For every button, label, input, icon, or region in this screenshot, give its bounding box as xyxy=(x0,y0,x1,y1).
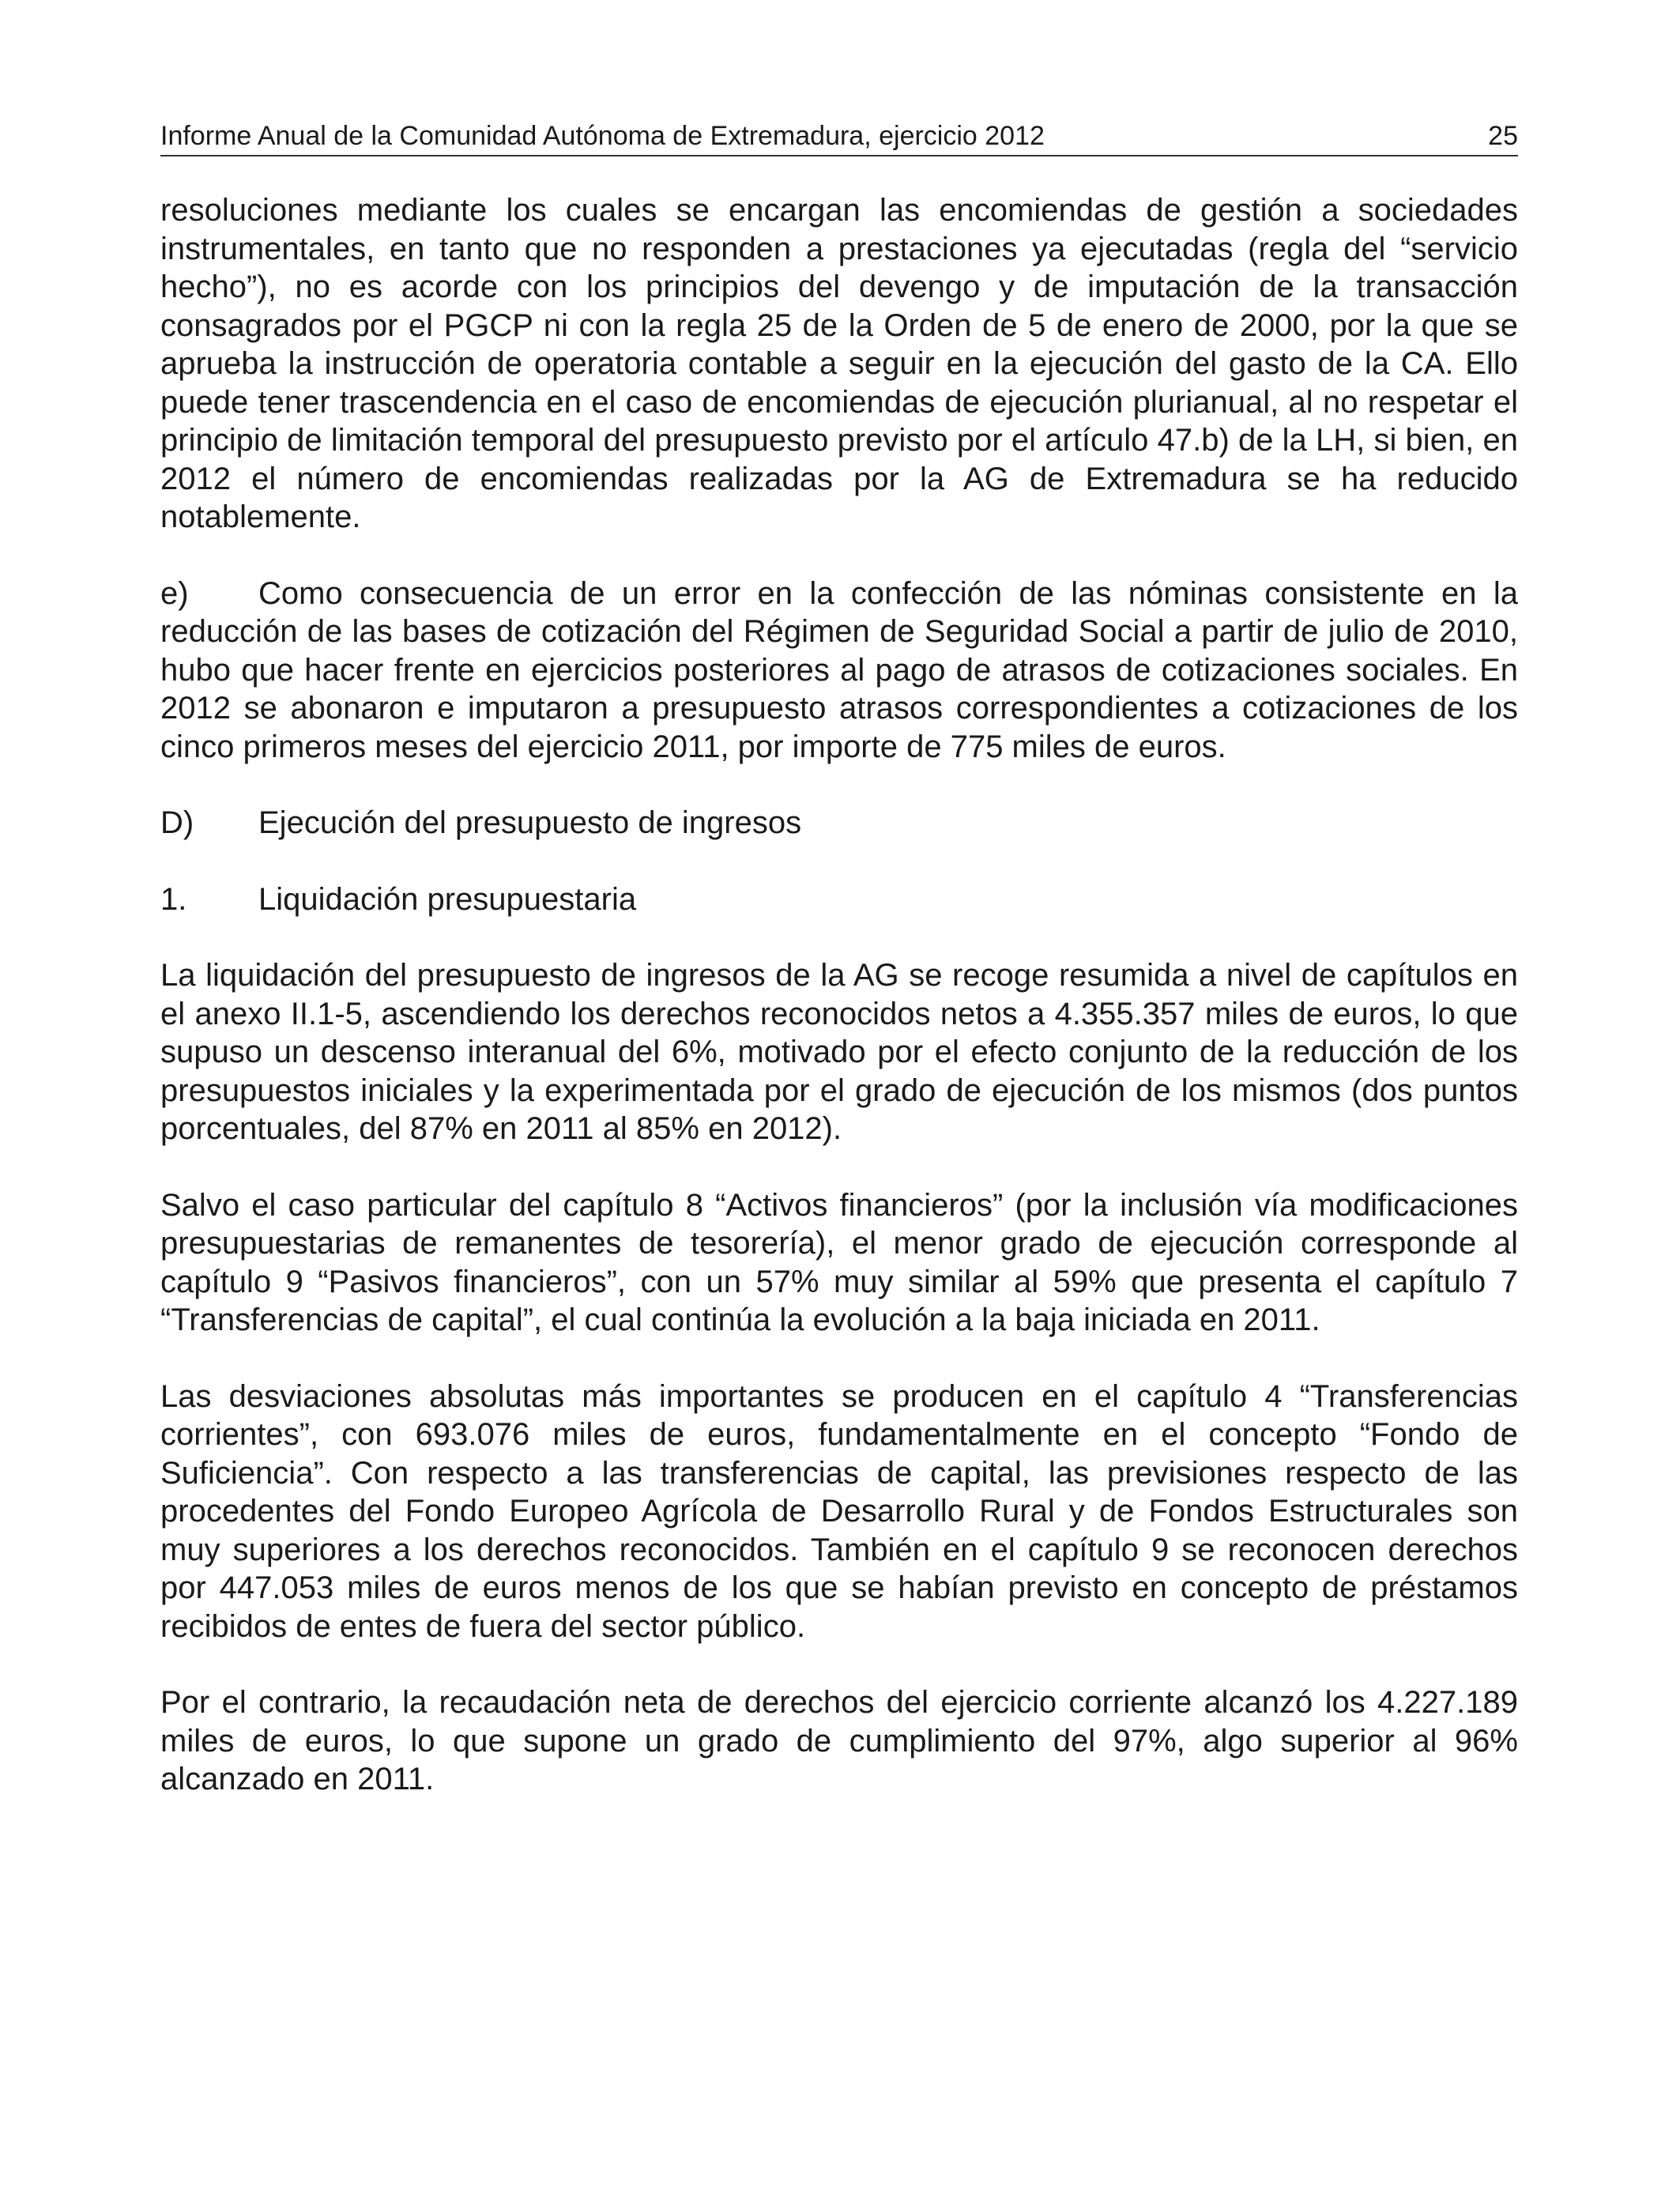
page-number: 25 xyxy=(1488,121,1518,151)
page-header xyxy=(160,119,1518,156)
section-heading-d xyxy=(160,804,1518,843)
paragraph-e-marker: e) xyxy=(160,575,189,611)
document-body xyxy=(160,191,1518,1799)
header-title: Informe Anual de la Comunidad Autónoma de Extremadura, ejercicio 2012 xyxy=(160,121,1045,151)
paragraph-e xyxy=(160,575,1518,767)
paragraph-desviaciones: Las desviaciones absolutas más importantes se producen en el capítulo 4 “Transferencias corrientes”, con 693.076 miles de euros, fundamentalmente en el concepto “Fondo de Suficiencia”. Con respecto a las transferencias de capital, las previsiones respecto de las procedentes del Fondo Europeo Agrícola de Desarrollo Rural y de Fondos Estructurales son muy superiores a los derechos reconocidos. También en el capítulo 9 se reconocen derechos por 447.053 miles de euros menos de los que se habían previsto en concepto de préstamos recibidos de entes de fuera del sector público. xyxy=(160,1378,1518,1644)
section-heading-d-text: Ejecución del presupuesto de ingresos xyxy=(258,805,802,840)
paragraph-capitulos: Salvo el caso particular del capítulo 8 “Activos financieros” (por la inclusión vía modificaciones presupuestarias de remanentes de tesorería), el menor grado de ejecución corresponde al capítulo 9 “Pasivos financieros”, con un 57% muy similar al 59% que presenta el capítulo 7 “Transferencias de capital”, el cual continúa la evolución a la baja iniciada en 2011. xyxy=(160,1187,1518,1337)
paragraph-liquidacion: La liquidación del presupuesto de ingresos de la AG se recoge resumida a nivel de capítulos en el anexo II.1-5, ascendiendo los derechos reconocidos netos a 4.355.357 miles de euros, lo que supuso un descenso interanual del 6%, motivado por el efecto conjunto de la reducción de los presupuestos iniciales y la experimentada por el grado de ejecución de los mismos (dos puntos porcentuales, del 87% en 2011 al 85% en 2012). xyxy=(160,958,1518,1146)
section-heading-d-marker: D) xyxy=(160,805,194,840)
subsection-heading-1-text: Liquidación presupuestaria xyxy=(258,881,637,917)
paragraph-e-text: Como consecuencia de un error en la confección de las nóminas consistente en la reducción de las bases de cotización del Régimen de Seguridad Social a partir de julio de 2010, hubo que hacer frente en ejercicios posteriores al pago de atrasos de cotizaciones sociales. En 2012 se abonaron e imputaron a presupuesto atrasos correspondientes a cotizaciones de los cinco primeros meses del ejercicio 2011, por importe de 775 miles de euros. xyxy=(160,575,1518,764)
subsection-heading-1 xyxy=(160,880,1518,919)
document-page xyxy=(160,119,1518,1837)
paragraph-recaudacion: Por el contrario, la recaudación neta de derechos del ejercicio corriente alcanzó los 4.227.189 miles de euros, lo que supone un grado de cumplimiento del 97%, algo superior al 96% alcanzado en 2011. xyxy=(160,1685,1518,1796)
paragraph-1: resoluciones mediante los cuales se encargan las encomiendas de gestión a sociedades instrumentales, en tanto que no responden a prestaciones ya ejecutadas (regla del “servicio hecho”), no es acorde con los principios del devengo y de imputación de la transacción consagrados por el PGCP ni con la regla 25 de la Orden de 5 de enero de 2000, por la que se aprueba la instrucción de operatoria contable a seguir en la ejecución del gasto de la CA. Ello puede tener trascendencia en el caso de encomiendas de ejecución plurianual, al no respetar el principio de limitación temporal del presupuesto previsto por el artículo 47.b) de la LH, si bien, en 2012 el número de encomiendas realizadas por la AG de Extremadura se ha reducido notablemente. xyxy=(160,193,1518,534)
subsection-heading-1-marker: 1. xyxy=(160,881,187,917)
